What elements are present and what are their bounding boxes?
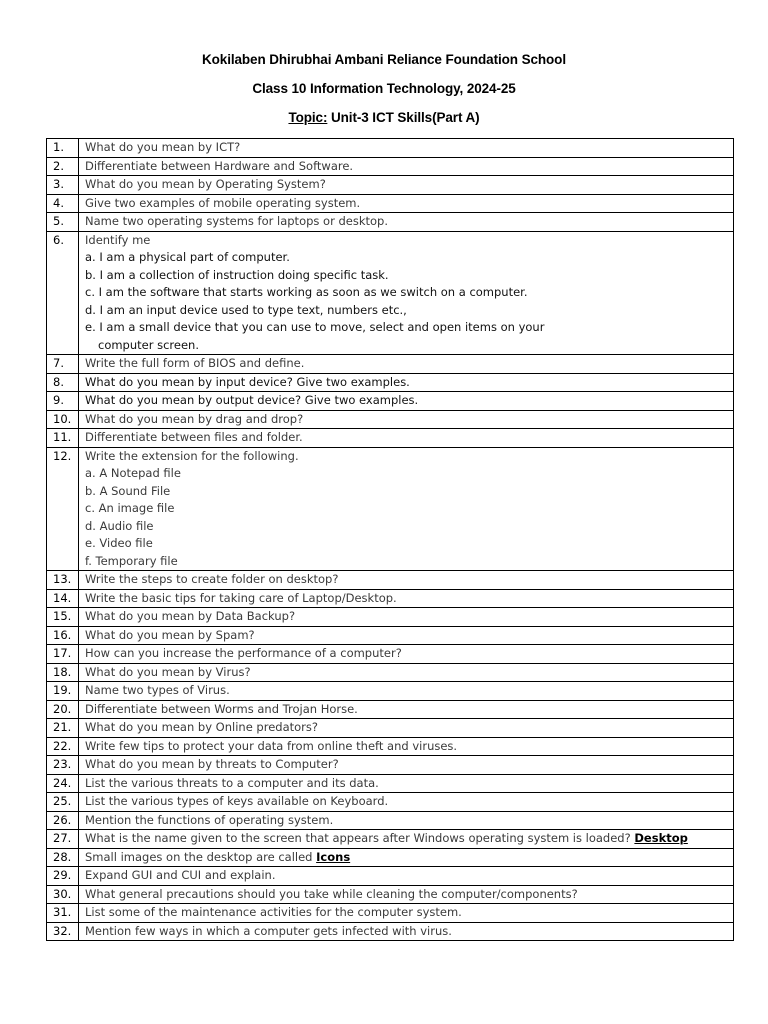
question-number: 7. (47, 355, 79, 374)
question-text: How can you increase the performance of a computer? (85, 646, 402, 660)
question-row (47, 682, 734, 701)
question-row (47, 410, 734, 429)
question-row (47, 885, 734, 904)
question-text-line (85, 392, 727, 410)
question-text-line (85, 849, 727, 867)
question-text-line (85, 923, 727, 941)
question-sub-item: d. I am an input device used to type text, numbers etc., (85, 302, 407, 317)
question-text-cell (79, 700, 734, 719)
question-text: What do you mean by input device? Give two examples. (85, 374, 410, 389)
question-number: 16. (47, 626, 79, 645)
question-number: 14. (47, 589, 79, 608)
question-text-line (85, 886, 727, 904)
question-text-cell (79, 645, 734, 664)
question-row (47, 176, 734, 195)
question-number: 25. (47, 793, 79, 812)
question-text: Write the extension for the following. (85, 448, 299, 463)
question-sub-item: e. Video file (85, 536, 153, 550)
question-sub-item: computer screen. (98, 337, 200, 352)
question-text: Small images on the desktop are called (85, 849, 317, 864)
question-number: 9. (47, 392, 79, 411)
question-text-cell (79, 793, 734, 812)
question-number: 29. (47, 867, 79, 886)
question-text: Differentiate between Hardware and Software. (85, 158, 354, 173)
question-text-cell (79, 571, 734, 590)
question-row (47, 139, 734, 158)
question-text-line (85, 571, 727, 589)
question-row (47, 848, 734, 867)
question-sub-item: c. An image file (85, 501, 175, 515)
question-text-cell (79, 885, 734, 904)
question-row (47, 392, 734, 411)
question-row (47, 213, 734, 232)
question-text-cell (79, 213, 734, 232)
question-text-cell (79, 922, 734, 941)
question-text-cell (79, 608, 734, 627)
question-text: Identify me (85, 232, 151, 247)
question-number: 19. (47, 682, 79, 701)
question-text-cell (79, 737, 734, 756)
question-number: 18. (47, 663, 79, 682)
question-number: 8. (47, 373, 79, 392)
question-row (47, 608, 734, 627)
question-text-cell (79, 355, 734, 374)
question-number: 17. (47, 645, 79, 664)
question-text-cell (79, 429, 734, 448)
question-text: Write few tips to protect your data from online theft and viruses. (85, 738, 458, 753)
school-name: Kokilaben Dhirubhai Ambani Reliance Foundation School (202, 52, 566, 67)
question-text-line (85, 213, 727, 231)
question-text: What do you mean by drag and drop? (85, 411, 304, 426)
question-row (47, 719, 734, 738)
question-text-line (85, 645, 727, 663)
question-text: Name two operating systems for laptops or desktop. (85, 214, 388, 228)
question-text-cell (79, 682, 734, 701)
question-text: Name two types of Virus. (85, 683, 230, 697)
question-text-cell (79, 410, 734, 429)
question-text-cell (79, 867, 734, 886)
question-text-cell (79, 626, 734, 645)
question-text-line (85, 232, 727, 250)
question-row (47, 922, 734, 941)
question-text: Differentiate between files and folder. (85, 430, 303, 444)
question-text: Mention few ways in which a computer gets infected with virus. (85, 923, 452, 938)
questions-table (46, 138, 734, 941)
question-row (47, 571, 734, 590)
question-number: 22. (47, 737, 79, 756)
question-text-line (85, 627, 727, 645)
question-text-cell (79, 663, 734, 682)
question-text: Differentiate between Worms and Trojan Horse. (85, 701, 358, 716)
question-text-cell (79, 231, 734, 355)
question-row (47, 867, 734, 886)
question-number: 30. (47, 885, 79, 904)
question-text: What is the name given to the screen that appears after Windows operating system is loaded? (85, 831, 635, 845)
question-text-line (85, 793, 727, 811)
question-text-cell (79, 589, 734, 608)
question-text-line (85, 701, 727, 719)
question-text-cell (79, 157, 734, 176)
question-row (47, 663, 734, 682)
topic-line (0, 110, 768, 125)
question-number: 23. (47, 756, 79, 775)
question-text: Give two examples of mobile operating system. (85, 195, 361, 210)
question-text-cell (79, 447, 734, 571)
question-row (47, 904, 734, 923)
question-sub-item: d. Audio file (85, 518, 154, 533)
topic-text: Unit-3 ICT Skills(Part A) (327, 110, 480, 125)
question-row (47, 429, 734, 448)
question-text-line (85, 411, 727, 429)
question-text: List the various types of keys available on Keyboard. (85, 794, 389, 808)
question-row (47, 793, 734, 812)
question-number: 5. (47, 213, 79, 232)
question-sub-item: b. I am a collection of instruction doing specific task. (85, 267, 389, 282)
question-text: List some of the maintenance activities for the computer system. (85, 905, 462, 919)
question-text-line (85, 429, 727, 447)
question-text-line (85, 719, 727, 737)
question-number: 31. (47, 904, 79, 923)
question-text-line (85, 904, 727, 922)
question-text-cell (79, 811, 734, 830)
question-number: 20. (47, 700, 79, 719)
question-number: 3. (47, 176, 79, 195)
question-text-line (85, 812, 727, 830)
question-text: What general precautions should you take while cleaning the computer/components? (85, 886, 578, 901)
question-sub-item: f. Temporary file (85, 553, 178, 568)
question-row (47, 811, 734, 830)
question-row (47, 589, 734, 608)
question-row (47, 830, 734, 849)
question-text-cell (79, 830, 734, 849)
question-text-cell (79, 139, 734, 158)
question-number: 32. (47, 922, 79, 941)
question-sub-item: e. I am a small device that you can use to move, select and open items on your (85, 320, 545, 334)
question-number: 6. (47, 231, 79, 355)
question-text-line (85, 738, 727, 756)
question-text-line (85, 374, 727, 392)
question-text-line (85, 195, 727, 213)
question-row (47, 373, 734, 392)
topic-label: Topic: (288, 110, 328, 125)
question-text-cell (79, 904, 734, 923)
question-text: What do you mean by Virus? (85, 664, 251, 679)
question-row (47, 700, 734, 719)
question-sub-item: b. A Sound File (85, 483, 171, 498)
question-row (47, 737, 734, 756)
question-text-line (85, 355, 727, 373)
question-text-line (85, 775, 727, 793)
question-row (47, 355, 734, 374)
question-row (47, 645, 734, 664)
question-text-line (85, 158, 727, 176)
question-number: 2. (47, 157, 79, 176)
question-text-line (85, 139, 727, 157)
question-text: List the various threats to a computer and its data. (85, 775, 379, 790)
question-text: What do you mean by Operating System? (85, 177, 326, 191)
question-number: 21. (47, 719, 79, 738)
question-text: Mention the functions of operating system. (85, 812, 334, 827)
question-text-cell (79, 719, 734, 738)
question-text-cell (79, 194, 734, 213)
question-number: 1. (47, 139, 79, 158)
question-text-line (85, 590, 727, 608)
question-row (47, 157, 734, 176)
question-text: What do you mean by output device? Give two examples. (85, 393, 419, 407)
question-row (47, 194, 734, 213)
question-sub-item: c. I am the software that starts working as soon as we switch on a computer. (85, 285, 528, 299)
question-text-line (85, 682, 727, 700)
class-line: Class 10 Information Technology, 2024-25 (252, 81, 516, 96)
question-text: Write the full form of BIOS and define. (85, 356, 305, 370)
question-text-line (85, 176, 727, 194)
question-text-cell (79, 373, 734, 392)
question-text: Write the steps to create folder on desktop? (85, 572, 339, 586)
question-text: What do you mean by threats to Computer? (85, 757, 339, 771)
question-number: 28. (47, 848, 79, 867)
question-sub-item: a. A Notepad file (85, 466, 181, 480)
question-text: What do you mean by Online predators? (85, 720, 318, 734)
question-number: 24. (47, 774, 79, 793)
question-row (47, 231, 734, 355)
question-text: What do you mean by ICT? (85, 140, 241, 154)
question-number: 13. (47, 571, 79, 590)
question-row (47, 774, 734, 793)
question-row (47, 447, 734, 571)
question-text-cell (79, 848, 734, 867)
question-text-cell (79, 756, 734, 775)
question-number: 12. (47, 447, 79, 571)
question-number: 10. (47, 410, 79, 429)
question-answer: Icons (316, 849, 351, 864)
question-text-line (85, 664, 727, 682)
question-sub-item: a. I am a physical part of computer. (85, 250, 290, 264)
question-text: What do you mean by Spam? (85, 627, 255, 642)
question-row (47, 756, 734, 775)
question-text-line (85, 448, 727, 466)
question-number: 15. (47, 608, 79, 627)
question-number: 27. (47, 830, 79, 849)
question-text-line (85, 756, 727, 774)
question-number: 26. (47, 811, 79, 830)
question-text-line (85, 830, 727, 848)
question-text-cell (79, 176, 734, 195)
question-text-line (85, 608, 727, 626)
question-text: What do you mean by Data Backup? (85, 609, 296, 623)
question-number: 11. (47, 429, 79, 448)
question-answer: Desktop (634, 831, 688, 845)
question-text: Expand GUI and CUI and explain. (85, 868, 276, 882)
question-text-line (85, 867, 727, 885)
question-number: 4. (47, 194, 79, 213)
question-row (47, 626, 734, 645)
question-text-cell (79, 774, 734, 793)
question-text-cell (79, 392, 734, 411)
question-text: Write the basic tips for taking care of Laptop/Desktop. (85, 590, 397, 605)
